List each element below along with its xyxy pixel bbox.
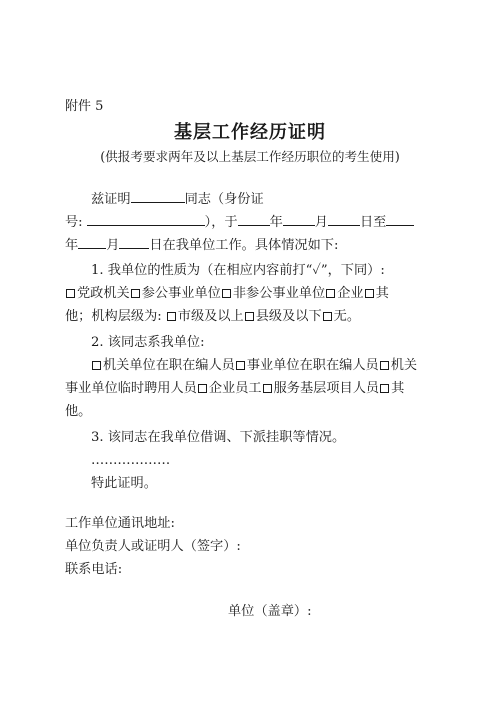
- signer-label: 单位负责人或证明人（签字）:: [65, 539, 241, 554]
- checkbox[interactable]: [365, 289, 374, 298]
- start-year-blank[interactable]: [238, 213, 270, 226]
- annex-label: 附件 5: [65, 99, 104, 114]
- work-address-label: 工作单位通讯地址:: [65, 516, 175, 531]
- end-month-blank[interactable]: [78, 236, 106, 249]
- intro-text-1: 兹证明: [91, 192, 131, 207]
- q2-line-1: [91, 357, 417, 375]
- level-label: 他；机构层级为:: [65, 309, 162, 324]
- q2-option-other-start: 其: [391, 381, 405, 396]
- intro-line-3: [65, 236, 338, 255]
- option-civil-service-inst: 参公事业单位: [141, 286, 221, 301]
- q2-option-enterprise-staff: 企业员工: [208, 381, 262, 396]
- month-label: 月: [314, 215, 328, 230]
- seal-label: 单位（盖章）:: [228, 604, 312, 619]
- checkbox[interactable]: [263, 384, 272, 393]
- to-label: 日至: [359, 215, 387, 230]
- q1-label: 1. 我单位的性质为（在相应内容前打“✓”，下同）:: [91, 263, 385, 278]
- end-year-blank-a[interactable]: [386, 213, 414, 226]
- intro-text-4: ），于: [204, 215, 238, 230]
- q2-option-organ-staff: 机关单位在职在编人员: [103, 358, 235, 373]
- hereby-text: 特此证明。: [91, 476, 157, 491]
- checkbox[interactable]: [198, 384, 207, 393]
- intro-line-2: [65, 213, 414, 232]
- q2-option-organ-start: 机关: [390, 358, 418, 373]
- checkbox[interactable]: [323, 312, 332, 321]
- checkbox[interactable]: [245, 312, 254, 321]
- option-enterprise: 企业: [337, 286, 364, 301]
- year-label-2: 年: [65, 238, 79, 253]
- intro-line-1: [91, 190, 264, 209]
- start-day-blank[interactable]: [328, 213, 360, 226]
- intro-text-2: 同志（身份证: [184, 192, 264, 207]
- q2-label: 2. 该同志系我单位:: [91, 335, 205, 350]
- q1-level-line: [65, 308, 360, 326]
- q3-label: 3. 该同志在我单位借调、下派挂职等情况。: [91, 430, 346, 445]
- option-other-start: 其: [375, 286, 389, 301]
- q2-line-3: 他。: [65, 404, 92, 419]
- year-label: 年: [269, 215, 283, 230]
- q2-option-inst-staff: 事业单位在职在编人员: [246, 358, 379, 373]
- checkbox[interactable]: [222, 289, 231, 298]
- intro-text-3: 号:: [65, 215, 83, 230]
- level-county: 县级及以下: [255, 309, 322, 324]
- start-month-blank[interactable]: [283, 213, 315, 226]
- option-non-civil-inst: 非参公事业单位: [232, 286, 326, 301]
- phone-label: 联系电话:: [65, 562, 123, 577]
- month-label-2: 月: [106, 238, 120, 253]
- q2-line-2: [65, 380, 404, 398]
- q2-option-grassroots-project: 服务基层项目人员: [273, 381, 380, 396]
- checkbox[interactable]: [380, 361, 389, 370]
- q2-option-temp-staff: 事业单位临时聘用人员: [65, 381, 197, 396]
- page-subtitle: (供报考要求两年及以上基层工作经历职位的考生使用): [100, 149, 400, 164]
- checkbox[interactable]: [167, 312, 176, 321]
- page-title: 基层工作经历证明: [174, 122, 326, 143]
- checkbox[interactable]: [66, 289, 75, 298]
- option-party-gov: 党政机关: [77, 286, 130, 301]
- level-city: 市级及以上: [177, 309, 244, 324]
- checkbox[interactable]: [326, 289, 335, 298]
- checkbox[interactable]: [380, 384, 389, 393]
- checkbox[interactable]: [92, 361, 101, 370]
- end-day-blank[interactable]: [119, 236, 149, 249]
- intro-text-5: 日在我单位工作。具体情况如下:: [149, 238, 339, 253]
- checkbox[interactable]: [131, 289, 140, 298]
- level-none: 无。: [333, 309, 361, 324]
- id-number-blank[interactable]: [87, 213, 205, 226]
- checkbox[interactable]: [236, 361, 245, 370]
- q1-options-line: [65, 285, 389, 303]
- name-blank[interactable]: [131, 190, 185, 203]
- q3-dots: ………………: [91, 453, 171, 468]
